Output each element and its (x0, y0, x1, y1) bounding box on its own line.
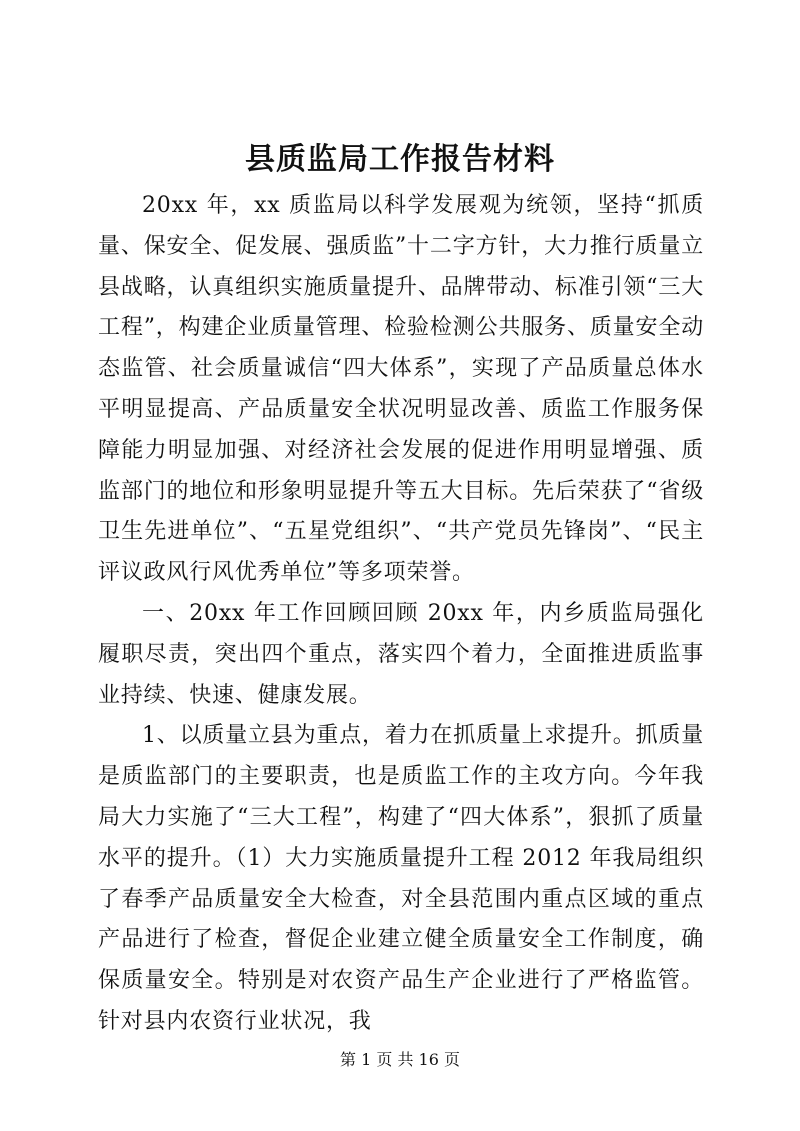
document-body (98, 186, 704, 1043)
paragraph-section-one: 一、20xx 年工作回顾回顾 20xx 年，内乡质监局强化履职尽责，突出四个重点，落实四个着力，全面推进质监事业持续、快速、健康发展。 (98, 600, 704, 708)
page-number-footer: 第 1 页 共 16 页 (340, 1050, 460, 1069)
document-title: 县质监局工作报告材料 (245, 142, 555, 177)
paragraph-item-one: 1、以质量立县为重点，着力在抓质量上求提升。抓质量是质监部门的主要职责，也是质监工作的主攻方向。今年我局大力实施了“三大工程”，构建了“四大体系”，狠抓了质量水平的提升。（1）大力实施质量提升工程 2012 年我局组织了春季产品质量安全大检查，对全县范围内重点区域的重点产品进行了检查，督促企业建立健全质量安全工作制度，确保质量安全。特别是对农资产品生产企业进行了严格监管。针对县内农资行业状况，我 (98, 723, 704, 1034)
paragraph-intro: 20xx 年，xx 质监局以科学发展观为统领，坚持“抓质量、保安全、促发展、强质监”十二字方针，大力推行质量立县战略，认真组织实施质量提升、品牌带动、标准引领“三大工程”，构建企业质量管理、检验检测公共服务、质量安全动态监管、社会质量诚信“四大体系”，实现了产品质量总体水平明显提高、产品质量安全状况明显改善、质监工作服务保障能力明显加强、对经济社会发展的促进作用明显增强、质监部门的地位和形象明显提升等五大目标。先后荣获了“省级卫生先进单位”、“五星党组织”、“共产党员先锋岗”、“民主评议政风行风优秀单位”等多项荣誉。 (98, 193, 704, 586)
